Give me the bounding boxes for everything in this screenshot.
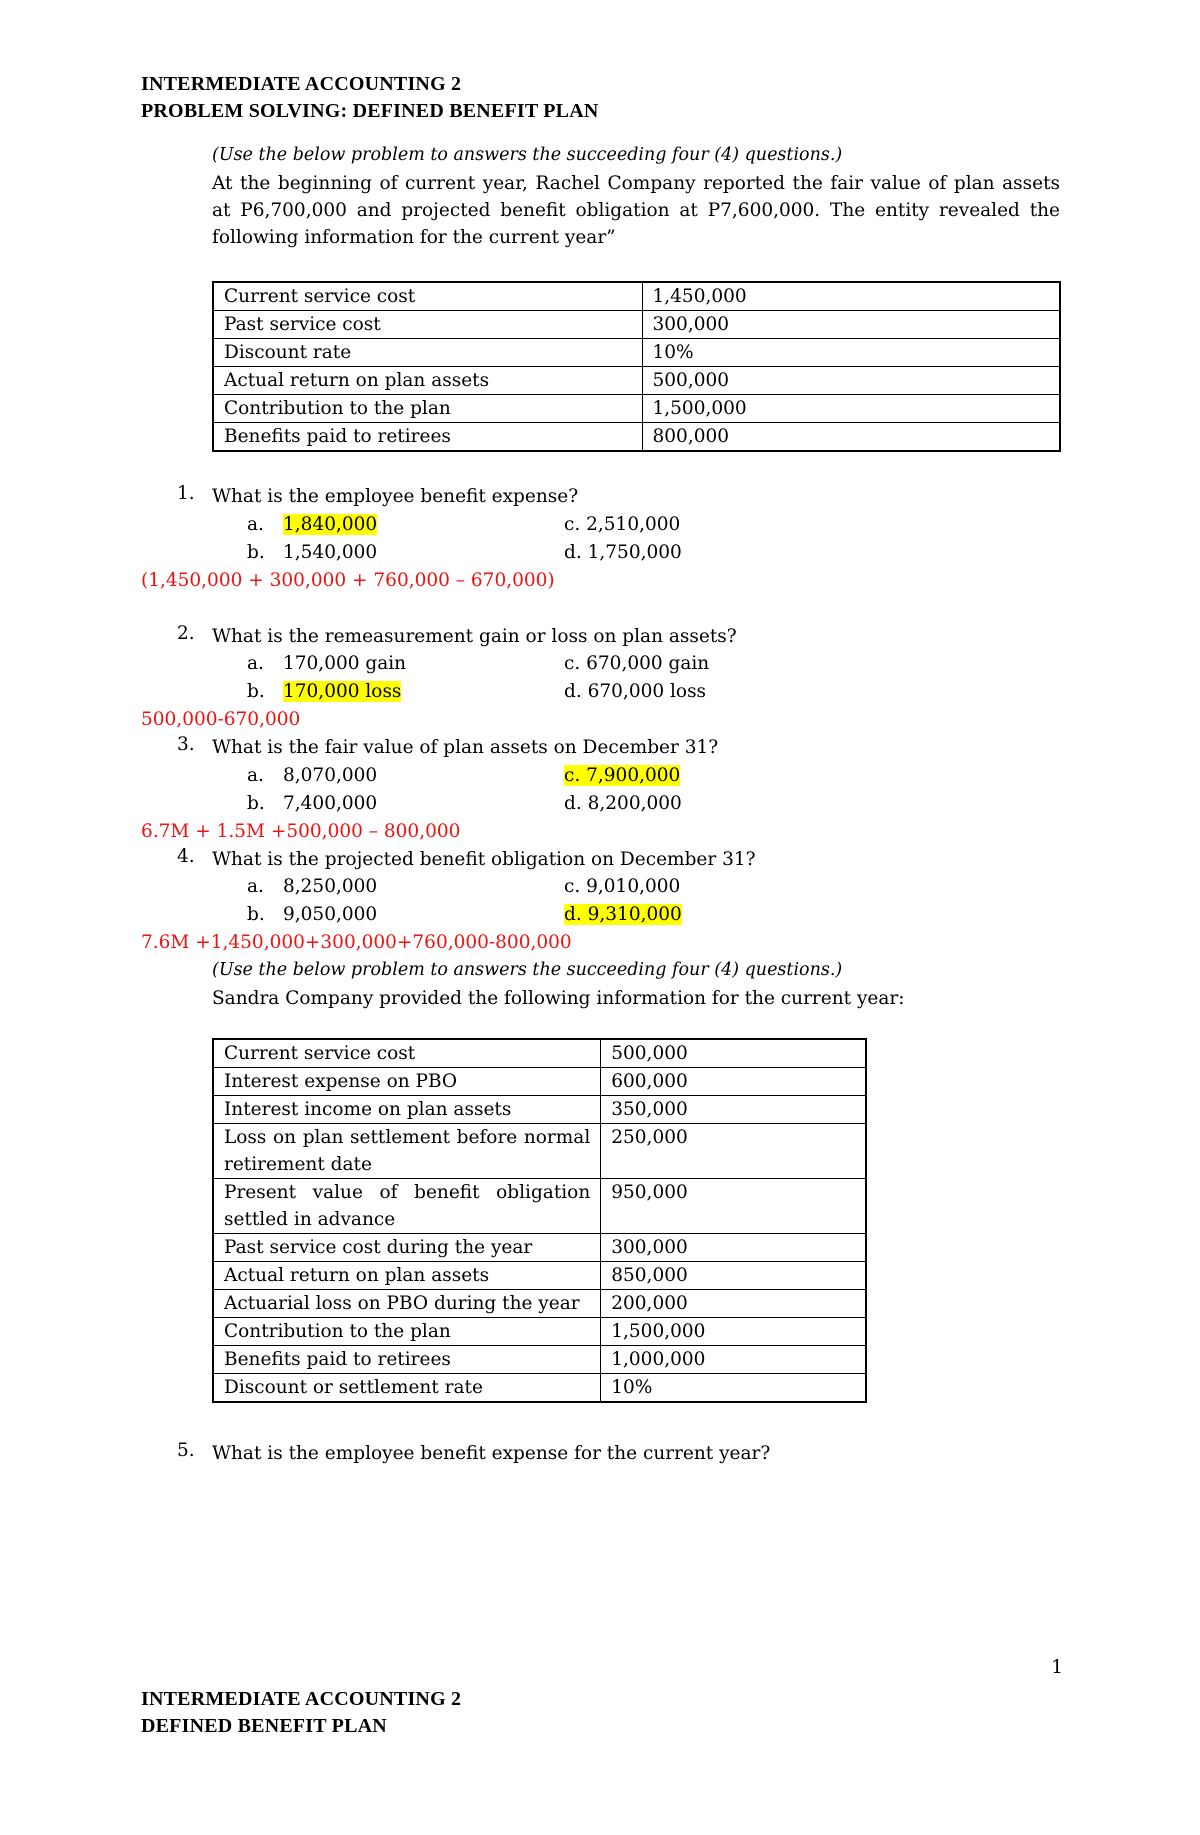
row-label: Discount or settlement rate [213, 1374, 601, 1403]
problem1-table [212, 281, 1061, 452]
question-text: What is the projected benefit obligation on December 31? [212, 849, 756, 870]
row-value: 800,000 [642, 423, 1060, 452]
option-letter: a. [247, 653, 264, 674]
row-label: Loss on plan settlement before normal retirement date [213, 1124, 601, 1179]
table-row [213, 367, 1060, 395]
option-letter: b. [247, 542, 265, 563]
row-label: Past service cost during the year [213, 1234, 601, 1262]
row-label: Interest income on plan assets [213, 1096, 601, 1124]
option-value: 170,000 gain [283, 653, 407, 674]
option-letter: d. [564, 681, 582, 702]
solution-text: 500,000-670,000 [141, 709, 301, 730]
table-row [213, 1096, 866, 1124]
option-letter: b. [247, 681, 265, 702]
option-value: 670,000 loss [587, 681, 707, 702]
option-letter: c. [564, 876, 581, 897]
row-label: Actual return on plan assets [213, 1262, 601, 1290]
row-label: Actuarial loss on PBO during the year [213, 1290, 601, 1318]
table-row [213, 1374, 866, 1403]
table-row [213, 1124, 866, 1179]
option-d-answer [564, 904, 682, 925]
option-value: 9,310,000 [587, 904, 682, 925]
option-letter: d. [564, 542, 582, 563]
row-label: Benefits paid to retirees [213, 1346, 601, 1374]
table-row [213, 1234, 866, 1262]
page-number: 1 [1051, 1657, 1063, 1678]
option-letter: c. [564, 514, 581, 535]
option-value: 7,400,000 [283, 793, 378, 814]
table-row [213, 1039, 866, 1068]
problem2-intro: Sandra Company provided the following information for the current year: [212, 988, 905, 1009]
question-number: 3. [177, 734, 195, 755]
row-value: 500,000 [642, 367, 1060, 395]
option-value: 9,050,000 [283, 904, 378, 925]
row-value: 850,000 [601, 1262, 866, 1290]
table-row [213, 1179, 866, 1234]
option-b-answer: 170,000 loss [283, 681, 402, 702]
solution-text: (1,450,000 + 300,000 + 760,000 – 670,000) [141, 570, 555, 591]
option-letter: d. [564, 904, 582, 925]
table-row [213, 1346, 866, 1374]
option-letter: b. [247, 793, 265, 814]
row-label: Past service cost [213, 311, 642, 339]
question-text: What is the remeasurement gain or loss on plan assets? [212, 626, 737, 647]
option-value: 7,900,000 [586, 765, 681, 786]
option-value: 8,200,000 [587, 793, 682, 814]
table-row [213, 339, 1060, 367]
option-letter: b. [247, 904, 265, 925]
option-c [564, 650, 709, 677]
option-value: 9,010,000 [586, 876, 681, 897]
option-c [564, 511, 680, 538]
problem2-instruction: (Use the below problem to answers the succeeding four (4) questions.) [212, 960, 843, 980]
table-row [213, 282, 1060, 311]
option-value: 1,540,000 [283, 542, 378, 563]
table-row [213, 1318, 866, 1346]
option-d [564, 678, 706, 705]
row-value: 500,000 [601, 1039, 866, 1068]
row-label: Benefits paid to retirees [213, 423, 642, 452]
question-text: What is the fair value of plan assets on December 31? [212, 737, 719, 758]
question-text: What is the employee benefit expense for the current year? [212, 1443, 771, 1464]
option-letter: a. [247, 514, 264, 535]
row-label: Current service cost [213, 1039, 601, 1068]
table-row [213, 423, 1060, 452]
question-number: 5. [177, 1440, 195, 1461]
row-value: 300,000 [642, 311, 1060, 339]
header-course-title: INTERMEDIATE ACCOUNTING 2 [141, 73, 462, 95]
option-d [564, 539, 682, 566]
row-value: 1,500,000 [601, 1318, 866, 1346]
table-row [213, 311, 1060, 339]
header-topic-title: PROBLEM SOLVING: DEFINED BENEFIT PLAN [141, 100, 599, 122]
option-value: 2,510,000 [586, 514, 681, 535]
table-row [213, 395, 1060, 423]
row-value: 600,000 [601, 1068, 866, 1096]
row-value: 1,000,000 [601, 1346, 866, 1374]
option-a-answer: 1,840,000 [283, 514, 378, 535]
solution-text: 7.6M +1,450,000+300,000+760,000-800,000 [141, 932, 572, 953]
footer-course-title: INTERMEDIATE ACCOUNTING 2 [141, 1688, 462, 1710]
row-value: 300,000 [601, 1234, 866, 1262]
row-value: 10% [601, 1374, 866, 1403]
option-value: 8,070,000 [283, 765, 378, 786]
option-value: 8,250,000 [283, 876, 378, 897]
option-letter: a. [247, 765, 264, 786]
row-value: 10% [642, 339, 1060, 367]
row-label: Discount rate [213, 339, 642, 367]
row-value: 950,000 [601, 1179, 866, 1234]
option-value: 670,000 gain [586, 653, 710, 674]
option-letter: a. [247, 876, 264, 897]
solution-text: 6.7M + 1.5M +500,000 – 800,000 [141, 821, 461, 842]
row-label: Current service cost [213, 282, 642, 311]
option-value: 1,750,000 [587, 542, 682, 563]
footer-topic-title: DEFINED BENEFIT PLAN [141, 1715, 387, 1737]
question-number: 2. [177, 623, 195, 644]
option-c [564, 873, 680, 900]
row-value: 250,000 [601, 1124, 866, 1179]
option-letter: d. [564, 793, 582, 814]
option-d [564, 790, 682, 817]
row-label: Contribution to the plan [213, 1318, 601, 1346]
row-label: Present value of benefit obligation settled in advance [213, 1179, 601, 1234]
option-letter: c. [564, 765, 581, 786]
problem2-table [212, 1038, 867, 1403]
table-row [213, 1262, 866, 1290]
table-row [213, 1290, 866, 1318]
option-c-answer [564, 765, 680, 786]
row-value: 200,000 [601, 1290, 866, 1318]
problem1-intro: At the beginning of current year, Rachel Company reported the fair value of plan assets at P6,700,000 and projected benefit obligation at P7,600,000. The entity revealed the following information for the current year” [212, 173, 1060, 248]
row-value: 1,450,000 [642, 282, 1060, 311]
row-value: 1,500,000 [642, 395, 1060, 423]
problem1-instruction: (Use the below problem to answers the succeeding four (4) questions.) [212, 145, 843, 165]
table-row [213, 1068, 866, 1096]
option-letter: c. [564, 653, 581, 674]
question-number: 4. [177, 846, 195, 867]
row-label: Interest expense on PBO [213, 1068, 601, 1096]
question-text: What is the employee benefit expense? [212, 486, 579, 507]
row-label: Actual return on plan assets [213, 367, 642, 395]
row-label: Contribution to the plan [213, 395, 642, 423]
question-number: 1. [177, 483, 195, 504]
row-value: 350,000 [601, 1096, 866, 1124]
